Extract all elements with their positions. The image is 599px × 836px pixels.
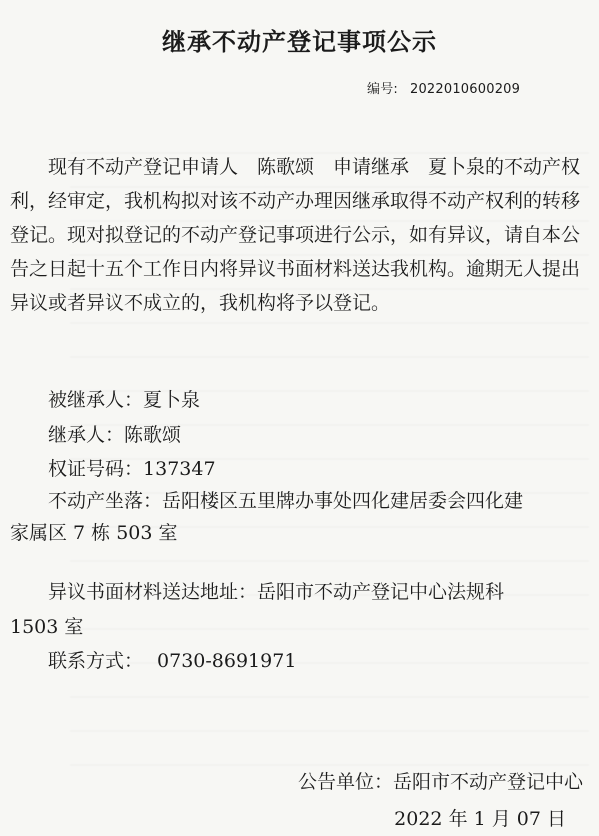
issuer-label: 公告单位： [298, 771, 394, 793]
contact-value: 0730-8691971 [157, 650, 297, 672]
notice-date: 2022 年 1 月 07 日 [394, 808, 566, 830]
notice-title: 继承不动产登记事项公示 [162, 28, 437, 56]
location-label: 不动产坐落： [48, 490, 163, 512]
issuer-line [298, 765, 583, 799]
heir-value: 陈歌颂 [124, 424, 182, 446]
objection-address-value-line2: 1503 室 [10, 616, 84, 638]
location-row-continued [10, 516, 589, 550]
issuer-value: 岳阳市不动产登记中心 [393, 771, 584, 793]
document-number [367, 78, 520, 97]
certificate-value: 137347 [143, 458, 216, 480]
contact-label: 联系方式： [48, 650, 144, 672]
objection-address-value-line1: 岳阳市不动产登记中心法规科 [257, 581, 505, 603]
location-row [10, 484, 589, 518]
notice-paragraph: 现有不动产登记申请人 陈歌颂 申请继承 夏卜泉的不动产权利，经审定，我机构拟对该不动产办理因继承取得不动产权利的转移登记。现对拟登记的不动产登记事项进行公示，如有异议，请自本公告之日起十五个工作日内将异议书面材料送达我机构。逾期无人提出异议或者异议不成立的，我机构将予以登记。 [10, 156, 581, 314]
objection-address-row [10, 575, 589, 609]
objection-address-row-continued [10, 610, 589, 644]
decedent-row [10, 383, 589, 417]
certificate-label: 权证号码： [48, 458, 144, 480]
location-value-line2: 家属区 7 栋 503 室 [10, 522, 178, 544]
contact-row [10, 644, 589, 678]
document-number-label: 编号: [367, 82, 398, 97]
notice-body [10, 150, 589, 320]
decedent-value: 夏卜泉 [143, 389, 201, 411]
objection-address-label: 异议书面材料送达地址： [48, 581, 258, 603]
document-number-value: 2022010600209 [409, 82, 521, 97]
location-value-line1: 岳阳楼区五里牌办事处四化建居委会四化建 [162, 490, 524, 512]
certificate-row [10, 452, 589, 486]
heir-label: 继承人： [48, 424, 125, 446]
heir-row [10, 418, 589, 452]
decedent-label: 被继承人： [48, 389, 144, 411]
